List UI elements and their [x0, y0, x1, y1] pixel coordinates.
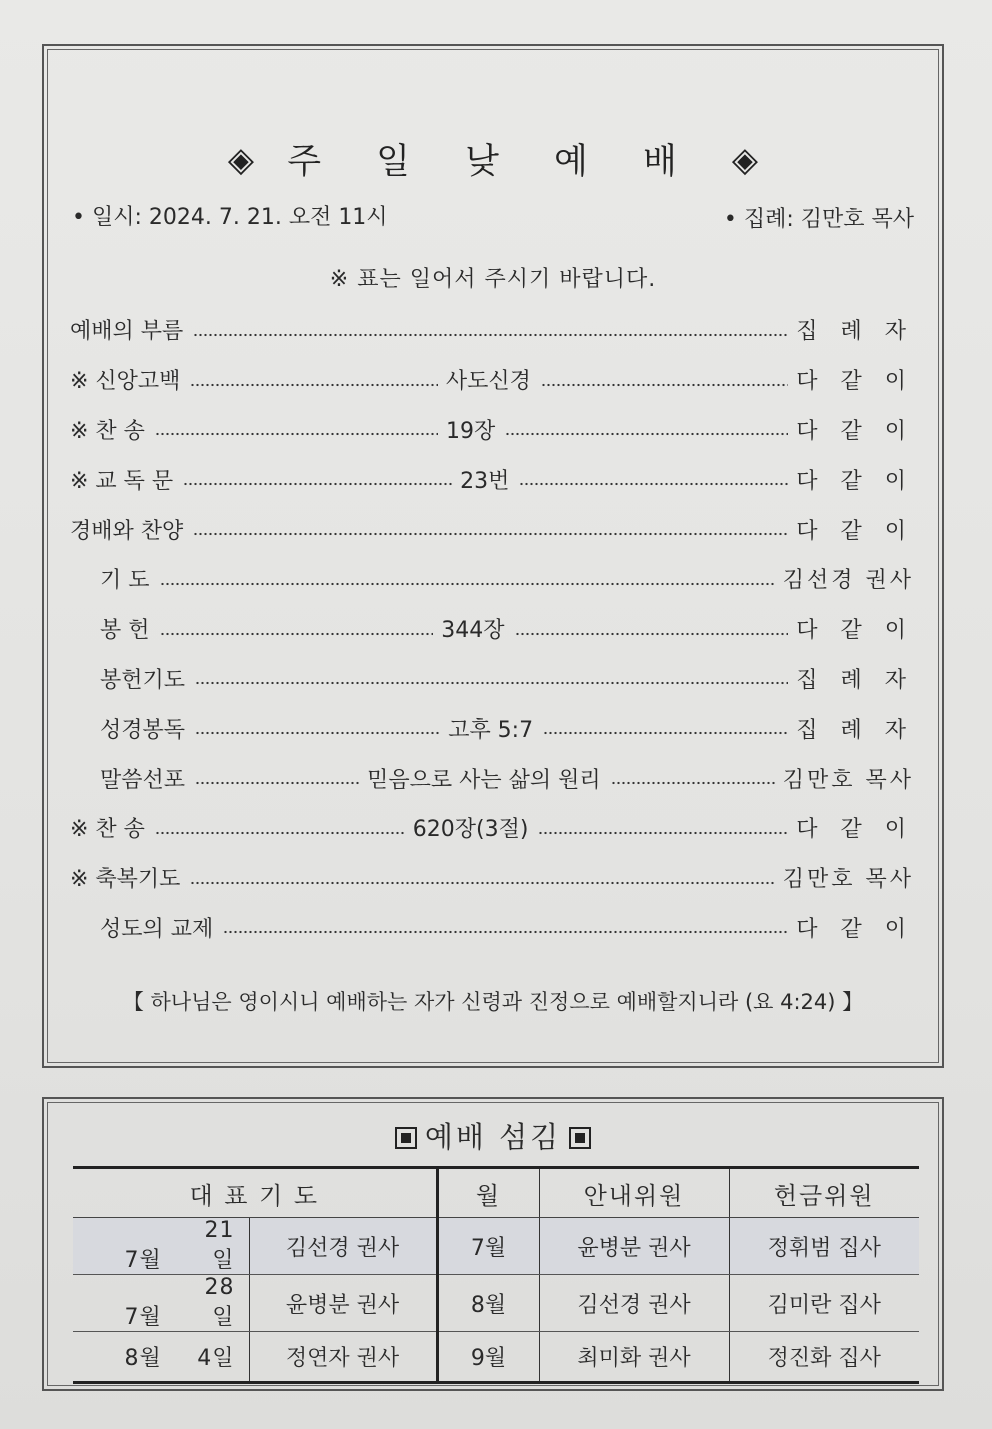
order-responsible: 집 례 자 [796, 717, 915, 743]
prayer-person: 김선경 권사 [249, 1218, 437, 1275]
offering-person: 김미란 집사 [729, 1275, 919, 1332]
order-detail: 19장 [445, 418, 496, 444]
order-detail: 사도신경 [445, 369, 531, 395]
stand-note: ※ 표는 일어서 주시기 바랍니다. [329, 267, 657, 292]
leader-dots [505, 432, 788, 436]
order-item [70, 554, 914, 604]
usher-person: 윤병분 권사 [539, 1218, 729, 1275]
prayer-date [73, 1218, 249, 1275]
order-label: 경배와 찬양 [70, 518, 184, 544]
scripture-verse: 【 하나님은 영이시니 예배하는 자가 신령과 진정으로 예배할지니라 (요 4:24) 】 [122, 990, 864, 1014]
roster-title-text: 예배 섬김 [424, 1120, 562, 1154]
service-roster-box [42, 1097, 944, 1391]
prayer-person: 윤병분 권사 [249, 1275, 437, 1332]
order-detail: 344장 [441, 618, 505, 644]
leader-dots [519, 482, 788, 486]
service-date: • 일시: 2024. 7. 21. 오전 11시 [72, 205, 388, 230]
square-bullet-icon [395, 1127, 417, 1149]
order-item [70, 504, 914, 554]
order-responsible: 김선경 권사 [782, 568, 914, 594]
order-label: 성경봉독 [100, 717, 186, 743]
order-item [70, 654, 914, 704]
leader-dots [155, 831, 405, 835]
leader-dots [543, 731, 788, 735]
table-row [73, 1218, 919, 1275]
leader-dots [195, 781, 359, 785]
title-text: 주 일 낮 예 배 [287, 142, 699, 182]
leader-dots [195, 731, 440, 735]
roster-table [73, 1166, 919, 1384]
table-row [73, 1332, 919, 1383]
order-responsible: 집 례 자 [796, 319, 914, 345]
order-detail: 620장(3절) [412, 817, 529, 843]
order-responsible: 김만호 목사 [782, 767, 915, 793]
usher-person: 김선경 권사 [539, 1275, 729, 1332]
table-header-row [73, 1168, 919, 1218]
leader-dots [160, 632, 434, 636]
offering-person: 정진화 집사 [729, 1332, 919, 1383]
prayer-month: 7월 [124, 1305, 162, 1330]
prayer-day: 21일 [204, 1218, 235, 1273]
order-responsible: 다 같 이 [796, 369, 915, 395]
order-label: ※ 찬 송 [70, 817, 145, 843]
header-month: 월 [437, 1168, 539, 1218]
order-label: ※ 교 독 문 [70, 468, 174, 494]
order-responsible: 다 같 이 [796, 618, 914, 644]
order-item [70, 703, 914, 753]
order-responsible: 다 같 이 [796, 817, 915, 843]
leader-dots [195, 681, 788, 685]
table-row [73, 1275, 919, 1332]
prayer-day: 28일 [204, 1275, 235, 1330]
duty-month: 9월 [437, 1332, 539, 1383]
order-item [70, 853, 914, 903]
order-detail: 23번 [460, 468, 510, 494]
diamond-icon: ◈ [731, 140, 759, 180]
order-item [70, 604, 914, 654]
order-label: ※ 찬 송 [70, 418, 145, 444]
order-responsible: 집 례 자 [796, 667, 914, 693]
leader-dots [541, 383, 788, 387]
order-responsible: 다 같 이 [796, 518, 914, 544]
duty-month: 8월 [437, 1275, 539, 1332]
leader-dots [223, 930, 788, 934]
leader-dots [538, 831, 788, 835]
order-item [70, 355, 914, 405]
order-label: ※ 축복기도 [70, 867, 181, 893]
offering-person: 정휘범 집사 [729, 1218, 919, 1275]
prayer-date [73, 1275, 249, 1332]
order-responsible: 다 같 이 [796, 468, 915, 494]
leader-dots [193, 532, 788, 536]
diamond-icon: ◈ [227, 140, 255, 180]
order-detail: 믿음으로 사는 삶의 원리 [367, 767, 601, 793]
order-item [70, 803, 914, 853]
header-usher: 안내위원 [539, 1168, 729, 1218]
order-item [70, 305, 914, 355]
duty-month: 7월 [437, 1218, 539, 1275]
order-label: ※ 신앙고백 [70, 369, 181, 395]
order-item [70, 753, 914, 803]
order-label: 성도의 교제 [100, 916, 214, 942]
usher-person: 최미화 권사 [539, 1332, 729, 1383]
order-item [70, 405, 914, 455]
leader-dots [193, 333, 788, 337]
leader-dots [160, 582, 775, 586]
officiant: • 집례: 김만호 목사 [723, 207, 914, 232]
leader-dots [155, 432, 438, 436]
prayer-day: 4일 [197, 1346, 235, 1371]
page-title [48, 134, 938, 184]
order-responsible: 김만호 목사 [782, 867, 914, 893]
leader-dots [190, 881, 774, 885]
prayer-month: 8월 [124, 1346, 162, 1371]
order-of-worship [70, 305, 914, 952]
roster-title [48, 1115, 938, 1156]
header-prayer: 대 표 기 도 [73, 1168, 437, 1218]
leader-dots [611, 781, 775, 785]
order-responsible: 다 같 이 [796, 916, 914, 942]
header-offering: 헌금위원 [729, 1168, 919, 1218]
prayer-person: 정연자 권사 [249, 1332, 437, 1383]
order-label: 봉헌기도 [100, 667, 186, 693]
worship-order-box [42, 44, 944, 1068]
order-detail: 고후 5:7 [448, 717, 534, 743]
order-label: 봉 헌 [100, 618, 150, 644]
leader-dots [190, 383, 437, 387]
order-label: 말씀선포 [100, 767, 186, 793]
prayer-date [73, 1332, 249, 1383]
leader-dots [515, 632, 789, 636]
prayer-month: 7월 [124, 1248, 162, 1273]
leader-dots [183, 482, 452, 486]
order-responsible: 다 같 이 [796, 418, 914, 444]
order-item [70, 903, 914, 953]
order-item [70, 454, 914, 504]
order-label: 기 도 [100, 568, 150, 594]
square-bullet-icon [569, 1127, 591, 1149]
order-label: 예배의 부름 [70, 319, 184, 345]
